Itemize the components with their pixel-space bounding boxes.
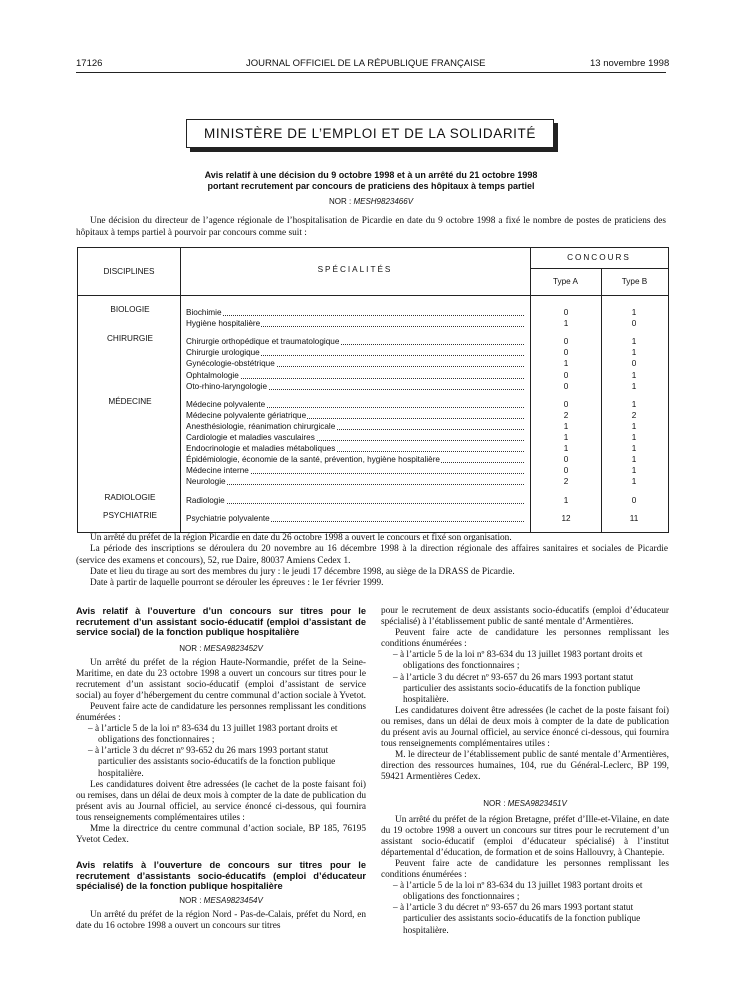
col-concours-header: CONCOURS <box>567 253 631 262</box>
right-para-1: pour le recrutement de deux assistants socio-éducatifs (emploi d’éducateur spécialisé) à l’établissement public de santé mentale d’Armentières. <box>381 606 669 628</box>
type-b-value: 1 <box>631 444 637 454</box>
type-a-value: 1 <box>563 433 569 442</box>
right-para-4: M. le directeur de l’établissement public de santé mentale d’Armentières, direction des ressources humaines, 104, rue du Général-Leclerc, BP 199, 59421 Armentières Cedex. <box>381 750 669 783</box>
nor-label: NOR : <box>483 798 506 808</box>
left-avis-title-2: Avis relatifs à l’ouverture de concours sur titres pour le recrutement d’assistants socio-éducatifs (emploi d’éducateur spécialisé) de la fonction publique hospitalière <box>76 860 366 892</box>
right-list-item-1: – à l’article 5 de la loi nº 83-634 du 13 juillet 1983 portant droits et obligations des fonctionnaires ; <box>393 650 643 672</box>
specialite-cell <box>186 476 524 487</box>
col-type-b-header: Type B <box>621 277 648 286</box>
specialite-label: Épidémiologie, économie de la santé, prévention, hygiène hospitalière <box>186 455 440 465</box>
specialite-cell <box>186 381 524 392</box>
type-b-value: 0 <box>631 359 637 369</box>
after-para-2: La période des inscriptions se déroulera du 20 novembre au 16 décembre 1998 à la direction régionale des affaires sanitaires et sociales de Picardie (service des examens et concours), 52, rue Daire, 80037 Amiens Cedex 1. <box>76 544 668 566</box>
left-para-4: Mme la directrice du centre communal d’action sociale, BP 185, 76195 Yvetot Cedex. <box>76 824 366 846</box>
right-para-5: Un arrêté du préfet de la région Bretagne, préfet d’Ille-et-Vilaine, en date du 19 octobre 1998 a ouvert un concours sur titres pour le recrutement d’un assistant socio-éducatif (emploi d’éducateur spécialisé) à l’institut départemental d’éducation, de formation et de soins Hallouvry, à Chantepie. <box>381 814 669 858</box>
right-list-item-4: – à l’article 3 du décret nº 93-657 du 26 mars 1993 portant statut particulier des assistants socio-éducatifs de la fonction publique hospitalière. <box>393 903 641 936</box>
right-para-3: Les candidatures doivent être adressées (le cachet de la poste faisant foi) ou remises, dans un délai de deux mois à compter de la date de publication du présent avis au Journal officiel, au service énoncé ci-dessous, qui fournira tous renseignements complémentaires utiles : <box>381 705 669 750</box>
specialite-label: Médecine polyvalente gériatrique <box>186 410 307 420</box>
type-b-value: 1 <box>631 421 637 431</box>
specialite-label: Anesthésiologie, réanimation chirurgicale <box>186 421 336 431</box>
left-para-2: Peuvent faire acte de candidature les personnes remplissant les conditions énumérées : <box>76 701 366 724</box>
after-table-text <box>76 533 668 589</box>
specialite-cell <box>186 370 524 381</box>
specialite-cell <box>186 432 524 443</box>
type-b-value: 11 <box>629 513 639 523</box>
type-a-value: 1 <box>563 359 569 369</box>
right-list-item-2: – à l’article 3 du décret nº 93-657 du 26 mars 1993 portant statut particulier des assistants socio-éducatifs de la fonction publique hospitalière. <box>393 672 641 705</box>
discipline-label: MÉDECINE <box>108 396 152 406</box>
leader-dots <box>186 503 524 504</box>
left-para-1: Un arrêté du préfet de la région Haute-Normandie, préfet de la Seine-Maritime, en date du 23 octobre 1998 a ouvert un concours sur titres pour le recrutement d’un assistant socio-éducatif (emploi d’assistant de service social) au foyer d’hébergement du centre communal d’action sociale à Yvetot. <box>76 657 366 701</box>
specialite-label: Médecine interne <box>186 466 249 476</box>
specialite-cell <box>186 347 524 358</box>
specialite-cell <box>186 443 524 454</box>
specialite-label: Chirurgie orthopédique et traumatologique <box>186 337 340 347</box>
postes-table <box>77 247 669 533</box>
right-column <box>381 606 669 937</box>
left-column <box>76 606 366 932</box>
page-number: 17126 <box>76 58 103 69</box>
specialite-label: Biochimie <box>186 308 222 317</box>
issue-date: 13 novembre 1998 <box>590 58 670 69</box>
discipline-label: PSYCHIATRIE <box>103 510 157 520</box>
left-avis-title: Avis relatif à l’ouverture d’un concours sur titres pour le recrutement d’un assistant socio-éducatif (emploi d’assistant de service social) de la fonction publique hospitalière <box>76 606 366 637</box>
specialite-cell <box>186 465 524 476</box>
specialite-label: Ophtalmologie <box>186 370 239 380</box>
nor-code: MESA9823451V <box>507 798 567 808</box>
type-a-value: 1 <box>563 319 569 329</box>
nor-label: NOR : <box>328 197 352 206</box>
type-a-value: 0 <box>563 348 569 358</box>
type-a-value: 1 <box>563 421 569 431</box>
type-b-value: 1 <box>631 370 637 380</box>
discipline-label: CHIRURGIE <box>107 334 153 344</box>
left-list-item-2: – à l’article 3 du décret nº 93-652 du 26 mars 1993 portant statut particulier des assistants socio-éducatifs de la fonction publique hospitalière. <box>88 746 336 779</box>
nor-label: NOR : <box>179 895 202 905</box>
type-b-value: 1 <box>631 308 637 317</box>
specialite-cell <box>186 513 524 524</box>
avis-intro: Une décision du directeur de l’agence régionale de l’hospitalisation de Picardie en date du 9 octobre 1998 a fixé le nombre de postes de praticiens des hôpitaux à temps partiel à pourvoir par concours comme suit : <box>76 216 666 238</box>
specialite-label: Gynécologie-obstétrique <box>186 359 275 369</box>
type-a-value: 1 <box>563 444 569 454</box>
type-a-value: 2 <box>563 477 569 487</box>
type-b-value: 0 <box>631 495 637 505</box>
nor-code: MESA9823454V <box>203 895 263 905</box>
type-a-value: 12 <box>561 513 571 523</box>
discipline-label: RADIOLOGIE <box>104 492 156 502</box>
specialite-cell <box>186 399 524 410</box>
right-para-6: Peuvent faire acte de candidature les personnes remplissant les conditions énumérées : <box>381 858 669 881</box>
specialite-label: Médecine polyvalente <box>186 399 266 409</box>
right-nor <box>381 798 669 809</box>
left-nor-2 <box>76 895 366 906</box>
specialite-label: Hygiène hospitalière <box>186 319 261 329</box>
type-a-value: 0 <box>563 308 569 317</box>
specialite-cell <box>186 421 524 432</box>
type-b-value: 1 <box>631 337 637 347</box>
specialite-label: Neurologie <box>186 477 226 487</box>
col-specialites-header: SPÉCIALITÉS <box>317 265 393 274</box>
type-b-value: 1 <box>631 455 637 465</box>
specialite-label: Radiologie <box>186 495 225 505</box>
specialite-cell <box>186 454 524 465</box>
discipline-label: BIOLOGIE <box>110 305 150 314</box>
specialite-cell <box>186 358 524 369</box>
left-nor <box>76 643 366 654</box>
journal-title: JOURNAL OFFICIEL DE LA RÉPUBLIQUE FRANÇAISE <box>246 58 486 69</box>
type-a-value: 0 <box>563 337 569 347</box>
header-rule <box>76 72 666 73</box>
type-a-value: 2 <box>563 410 569 420</box>
ministry-heading: MINISTÈRE DE L’EMPLOI ET DE LA SOLIDARITÉ <box>186 119 554 148</box>
col-disciplines-header: DISCIPLINES <box>103 267 155 276</box>
specialite-label: Cardiologie et maladies vasculaires <box>186 433 315 442</box>
type-a-value: 0 <box>563 466 569 476</box>
after-para-1: Un arrêté du préfet de la région Picardie en date du 26 octobre 1998 a ouvert le concours et fixé son organisation. <box>90 533 512 543</box>
nor-code: MESH9823466V <box>353 197 414 206</box>
type-a-value: 0 <box>563 399 569 409</box>
specialite-cell <box>186 318 524 329</box>
specialite-label: Chirurgie urologique <box>186 348 260 358</box>
left-list-item-1: – à l’article 5 de la loi nº 83-634 du 13 juillet 1983 portant droits et obligations des fonctionnaires ; <box>88 724 338 746</box>
type-a-value: 0 <box>563 370 569 380</box>
type-b-value: 1 <box>631 399 637 409</box>
specialite-cell <box>186 336 524 347</box>
specialite-label: Psychiatrie polyvalente <box>186 513 270 523</box>
leader-dots <box>186 484 524 485</box>
specialite-label: Oto-rhino-laryngologie <box>186 381 268 391</box>
specialite-cell <box>186 495 524 506</box>
type-a-value: 1 <box>563 495 569 505</box>
type-b-value: 1 <box>631 433 637 442</box>
avis-title-line1: Avis relatif à une décision du 9 octobre 1998 et à un arrêté du 21 octobre 1998 <box>204 170 538 180</box>
specialite-cell <box>186 410 524 421</box>
right-para-2: Peuvent faire acte de candidature les personnes remplissant les conditions énumérées : <box>381 628 669 650</box>
type-a-value: 0 <box>563 381 569 391</box>
nor-code: MESA9823452V <box>203 643 263 653</box>
type-a-value: 0 <box>563 455 569 465</box>
left-para-3: Les candidatures doivent être adressées (le cachet de la poste faisant foi) ou remises, dans un délai de deux mois à compter de la date de publication du présent avis au Journal officiel, au service énoncé ci-dessous, qui fournira tous renseignements complémentaires utiles : <box>76 779 366 823</box>
leader-dots <box>186 315 524 316</box>
left-para-5: Un arrêté du préfet de la région Nord - Pas-de-Calais, préfet du Nord, en date du 16 octobre 1998 a ouvert un concours sur titres <box>76 909 366 931</box>
nor-label: NOR : <box>179 643 202 653</box>
type-b-value: 0 <box>631 319 637 329</box>
type-b-value: 2 <box>631 410 637 420</box>
type-b-value: 1 <box>631 477 637 487</box>
type-b-value: 1 <box>631 466 637 476</box>
type-b-value: 1 <box>631 348 637 358</box>
type-b-value: 1 <box>631 381 637 391</box>
after-para-3: Date et lieu du tirage au sort des membres du jury : le jeudi 17 décembre 1998, au siège de la DRASS de Picardie. <box>90 566 515 577</box>
specialite-label: Endocrinologie et maladies métaboliques <box>186 444 336 454</box>
avis-title-line2: portant recrutement par concours de praticiens des hôpitaux à temps partiel <box>207 181 535 191</box>
right-list-item-3: – à l’article 5 de la loi nº 83-634 du 13 juillet 1983 portant droits et obligations des fonctionnaires ; <box>393 881 643 903</box>
avis-nor <box>76 197 666 206</box>
specialite-cell <box>186 307 524 318</box>
col-type-a-header: Type A <box>552 277 579 286</box>
after-para-4: Date à partir de laquelle pourront se dérouler les épreuves : le 1er février 1999. <box>90 578 384 589</box>
